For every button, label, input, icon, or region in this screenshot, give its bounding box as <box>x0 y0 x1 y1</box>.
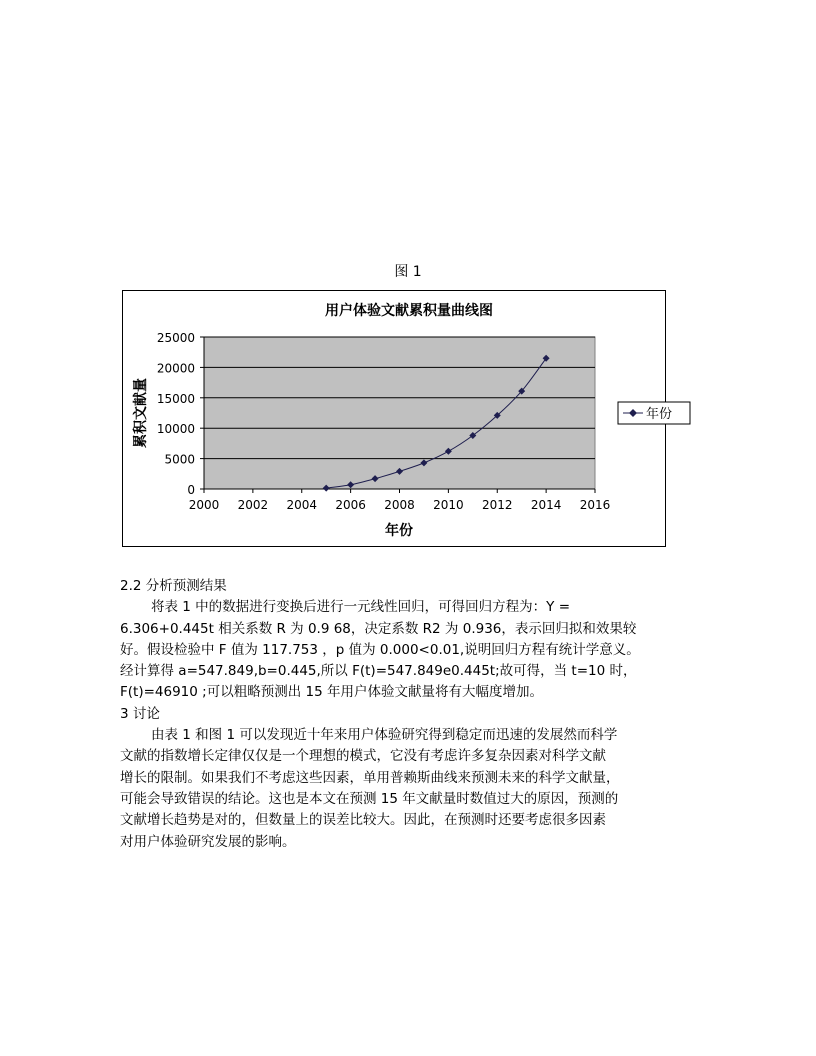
section-3-line: 增长的限制。如果我们不考虑这些因素，单用普赖斯曲线来预测未来的科学文献量， <box>120 769 620 786</box>
section-2-2-body <box>120 597 720 703</box>
x-axis-ticks <box>189 489 611 512</box>
x-tick-label: 2016 <box>579 498 611 512</box>
chart-frame <box>122 290 673 547</box>
y-tick-label: 15000 <box>156 391 195 406</box>
section-2-2-heading: 2.2 分析预测结果 <box>120 578 227 594</box>
x-tick-label: 2014 <box>530 498 562 512</box>
y-axis-label: 累积文献量 <box>133 378 149 448</box>
section-2-2-line: 经计算得 a=547.849,b=0.445,所以 F(t)=547.849e0.445t;故可得，当 t=10 时， <box>120 663 637 680</box>
plot-area <box>204 337 595 489</box>
section-2-2-line: 6.306+0.445t 相关系数 R 为 0.9 68，决定系数 R2 为 0.936，表示回归拟和效果较 <box>120 620 637 637</box>
x-tick-label: 2000 <box>188 498 220 512</box>
x-tick-label: 2002 <box>237 498 269 512</box>
x-tick-label: 2012 <box>481 498 513 512</box>
section-3-line: 文献的指数增长定律仅仅是一个理想的模式，它没有考虑许多复杂因素对科学文献 <box>120 748 606 765</box>
x-tick-label: 2010 <box>433 498 464 512</box>
y-axis-ticks <box>157 331 204 497</box>
x-axis-label: 年份 <box>385 523 413 539</box>
line-chart <box>123 291 673 546</box>
section-3-body <box>120 725 720 853</box>
section-2-2-line: F(t)=46910 ;可以粗略预测出 15 年用户体验文献量将有大幅度增加。 <box>120 684 543 701</box>
y-tick-label: 0 <box>187 483 195 497</box>
y-tick-label: 10000 <box>156 422 195 437</box>
x-tick-label: 2008 <box>384 498 415 512</box>
section-3-heading: 3 讨论 <box>120 705 160 722</box>
y-tick-label: 5000 <box>164 452 195 467</box>
y-tick-label: 20000 <box>156 361 195 376</box>
figure-caption: 图 1 <box>394 264 422 280</box>
x-tick-label: 2004 <box>286 498 318 512</box>
chart-title: 用户体验文献累积量曲线图 <box>325 303 493 319</box>
section-3-line: 对用户体验研究发展的影响。 <box>120 833 296 850</box>
section-3-line: 可能会导致错误的结论。这也是本文在预测 15 年文献量时数值过大的原因，预测的 <box>120 790 619 807</box>
legend <box>618 402 690 424</box>
section-2-2-line: 将表 1 中的数据进行变换后进行一元线性回归，可得回归方程为：Y = <box>151 599 571 616</box>
body-text <box>120 576 720 853</box>
section-2-2-line: 好。假设检验中 F 值为 117.753 ，p 值为 0.000<0.01,说明回归方程有统计学意义。 <box>120 641 640 658</box>
section-3-line: 文献增长趋势是对的，但数量上的误差比较大。因此，在预测时还要考虑很多因素 <box>120 812 606 829</box>
y-tick-label: 25000 <box>156 331 195 345</box>
x-tick-label: 2006 <box>335 498 366 512</box>
legend-label: 年份 <box>646 407 673 422</box>
section-3-line: 由表 1 和图 1 可以发现近十年来用户体验研究得到稳定而迅速的发展然而科学 <box>151 727 618 744</box>
